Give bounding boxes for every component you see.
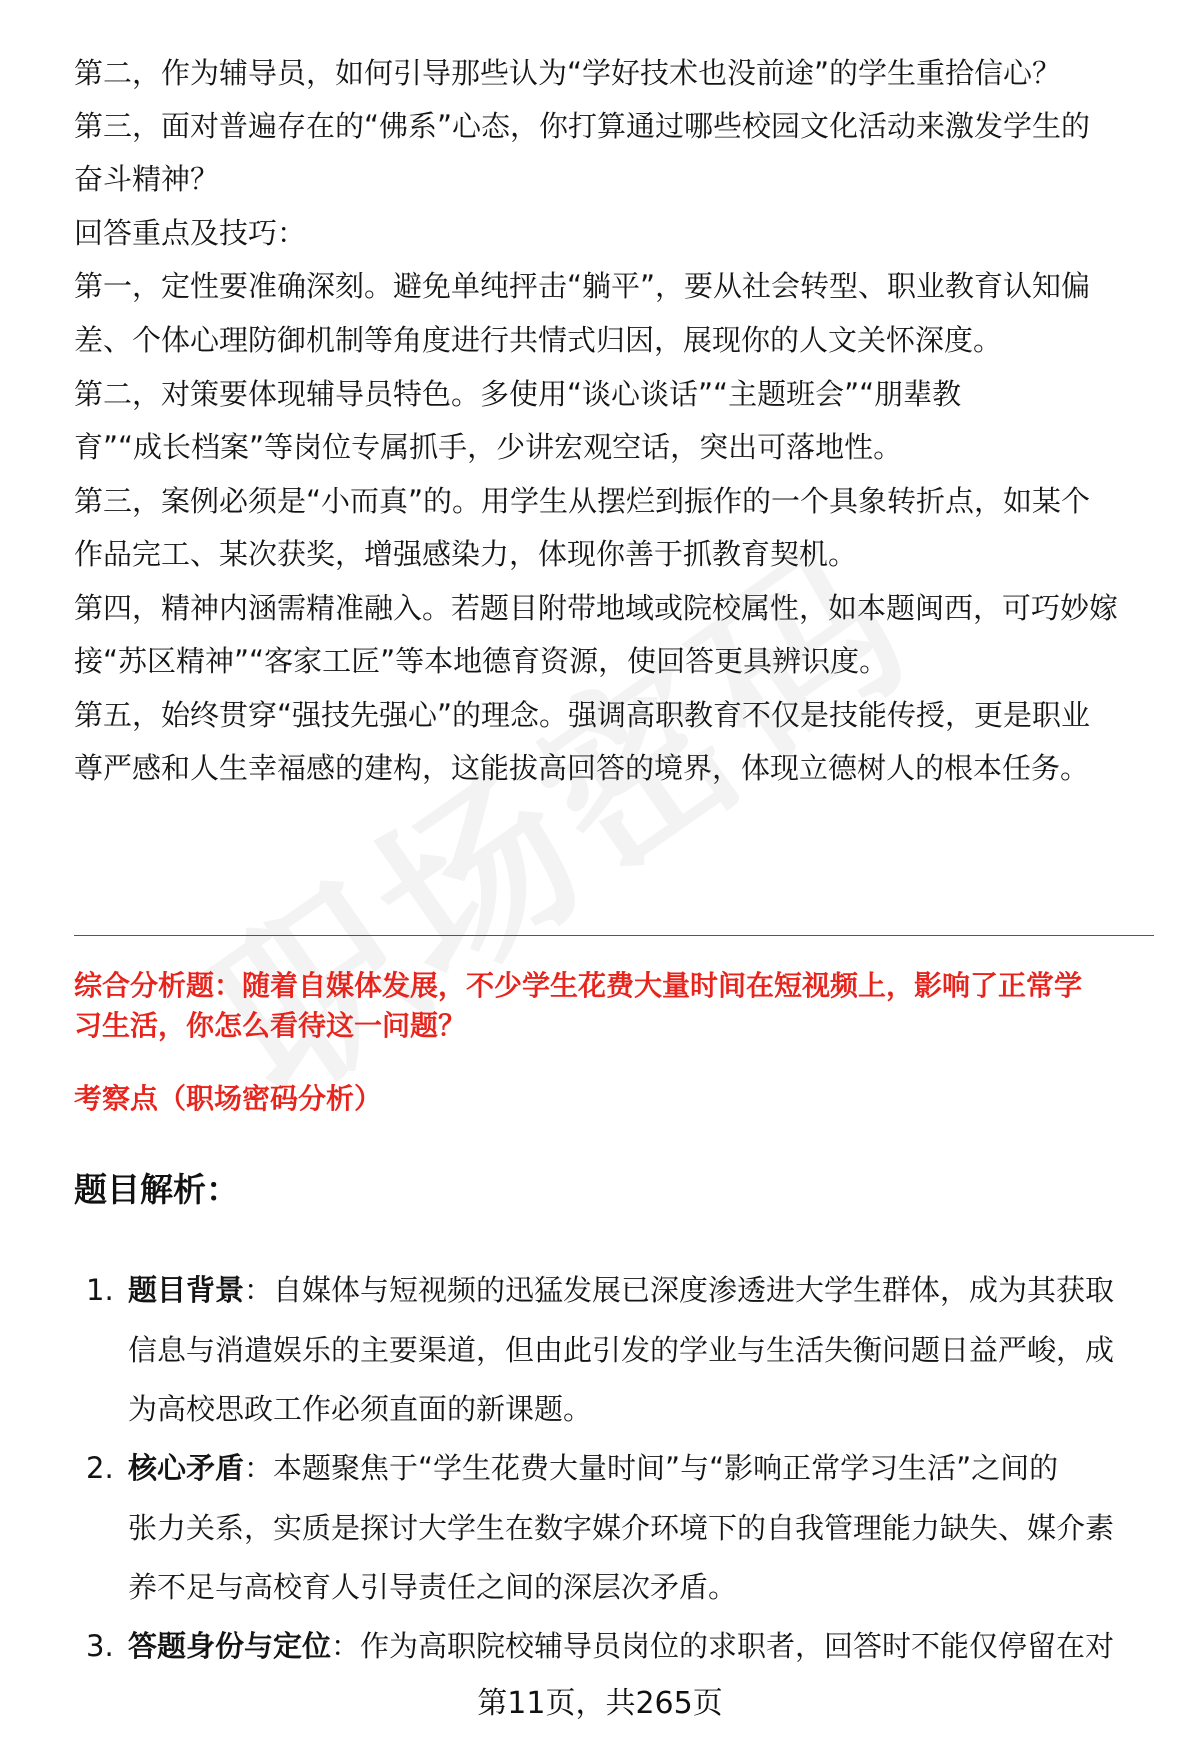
- intro-line: 第二，对策要体现辅导员特色。多使用“谈心谈话”“主题班会”“朋辈教: [74, 377, 962, 411]
- exam-point: 考察点（职场密码分析）: [74, 1082, 383, 1115]
- list-item-text: ：本题聚焦于“学生花费大量时间”与“影响正常学习生活”之间的: [244, 1451, 1059, 1485]
- intro-line: 第四，精神内涵需精准融入。若题目附带地域或院校属性，如本题闽西，可巧妙嫁: [74, 591, 1119, 625]
- intro-line: 接“苏区精神”“客家工匠”等本地德育资源，使回答更具辨识度。: [74, 644, 889, 678]
- intro-line: 作品完工、某次获奖，增强感染力，体现你善于抓教育契机。: [74, 537, 858, 571]
- question-title-line: 综合分析题：随着自媒体发展，不少学生花费大量时间在短视频上，影响了正常学: [74, 969, 1083, 1002]
- list-item-text: ：作为高职院校辅导员岗位的求职者，回答时不能仅停留在对: [331, 1629, 1115, 1663]
- list-item-line: 为高校思政工作必须直面的新课题。: [128, 1392, 593, 1426]
- intro-line: 第五，始终贯穿“强技先强心”的理念。强调高职教育不仅是技能传授，更是职业: [74, 698, 1091, 732]
- section-heading: 题目解析：: [74, 1170, 239, 1209]
- intro-line: 第二，作为辅导员，如何引导那些认为“学好技术也没前途”的学生重拾信心？: [74, 56, 1062, 90]
- list-item-line: 信息与消遣娱乐的主要渠道，但由此引发的学业与生活失衡问题日益严峻，成: [128, 1333, 1115, 1367]
- list-item-title: 题目背景: [128, 1273, 245, 1307]
- section-divider: [74, 935, 1154, 936]
- list-item-text: ：自媒体与短视频的迅猛发展已深度渗透进大学生群体，成为其获取: [244, 1273, 1115, 1307]
- list-item-title: 核心矛盾: [128, 1451, 245, 1485]
- list-item-first-line: [128, 1270, 1114, 1310]
- intro-line: 奋斗精神？: [74, 162, 220, 196]
- page-footer: 第11页，共265页: [477, 1686, 723, 1721]
- list-item-first-line: [128, 1626, 1114, 1666]
- intro-line: 第一，定性要准确深刻。避免单纯抨击“躺平”，要从社会转型、职业教育认知偏: [74, 269, 1091, 303]
- list-number: 3.: [86, 1629, 114, 1663]
- intro-line: 差、个体心理防御机制等角度进行共情式归因，展现你的人文关怀深度。: [74, 323, 1003, 357]
- list-item-title: 答题身份与定位: [128, 1629, 332, 1663]
- intro-line: 第三，案例必须是“小而真”的。用学生从摆烂到振作的一个具象转折点，如某个: [74, 484, 1091, 518]
- list-item-line: 养不足与高校育人引导责任之间的深层次矛盾。: [128, 1570, 738, 1604]
- intro-line: 育”“成长档案”等岗位专属抓手，少讲宏观空话，突出可落地性。: [74, 430, 903, 464]
- intro-line: 回答重点及技巧：: [74, 216, 307, 250]
- question-title-line: 习生活，你怎么看待这一问题？: [74, 1009, 467, 1042]
- list-item-line: 张力关系，实质是探讨大学生在数字媒介环境下的自我管理能力缺失、媒介素: [128, 1511, 1115, 1545]
- list-number: 2.: [86, 1451, 114, 1485]
- intro-line: 尊严感和人生幸福感的建构，这能拔高回答的境界，体现立德树人的根本任务。: [74, 751, 1090, 785]
- intro-line: 第三，面对普遍存在的“佛系”心态，你打算通过哪些校园文化活动来激发学生的: [74, 109, 1091, 143]
- list-number: 1.: [86, 1273, 114, 1307]
- list-item-first-line: [128, 1448, 1058, 1488]
